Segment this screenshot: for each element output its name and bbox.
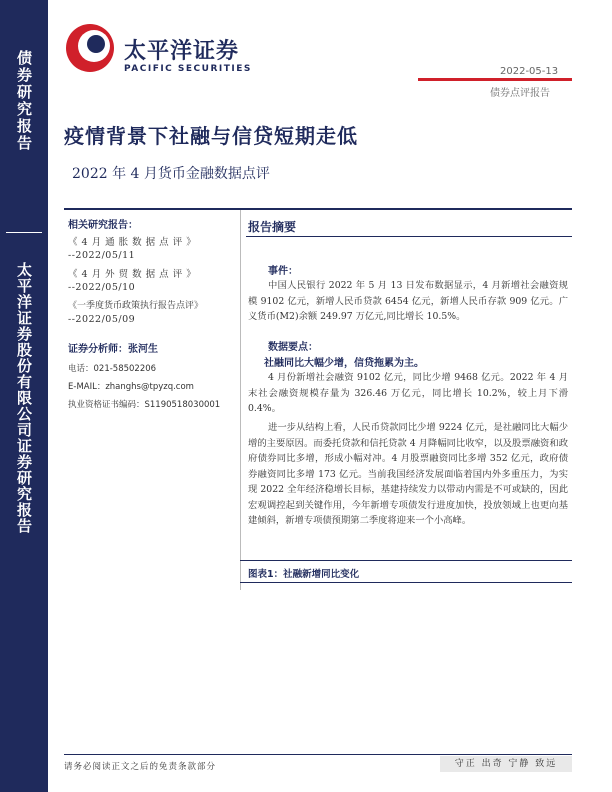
sidebar-top-label: 债券研究报告 [15,50,33,152]
page-subtitle: 2022 年 4 月货币金融数据点评 [72,166,270,182]
page-title: 疫情背景下社融与信贷短期走低 [64,124,358,148]
footer-rule [64,754,572,755]
sidebar-divider [6,232,42,233]
point-paragraph: 进一步从结构上看，人民币贷款同比少增 9224 亿元，是社融同比大幅少增的主要原因。而委托贷款和信托贷款 4 月降幅同比收窄，以及股票融资和政府债券同比多增，形成小幅对冲。4 月股票融资同比多增 352 亿元，政府债券融资同比多增 173 亿元。当前我国经济发展面临着国内外多重压力，为实现 2022 全年经济稳增长目标，基建持续发力以带动内需是不可或缺的，因此宏观调控起到关键作用，今年新增专项债发行进度加快，投放领域上也更向基建倾斜，新增专项债预期第二季度将迎来一个小高峰。 [248,422,568,526]
related-report-name[interactable]: 《 4 月 外 贸 数 据 点 评 》 [68,269,197,280]
related-report-name[interactable]: 《 4 月 通 胀 数 据 点 评 》 [68,237,197,248]
related-report-date: --2022/05/11 [68,250,136,261]
logo-icon [64,22,116,74]
analyst-license: 执业资格证书编码：S1190518030001 [68,400,221,410]
figure-bottom-rule [240,582,572,583]
related-report-date: --2022/05/09 [68,314,136,325]
summary-divider [246,236,572,237]
related-report-date: --2022/05/10 [68,282,136,293]
event-paragraph: 中国人民银行 2022 年 5 月 13 日发布数据显示，4 月新增社会融资规模 9102 亿元，新增人民币贷款 6454 亿元，新增人民币存款 909 亿元。广义货币(M2)余额 249.97 万亿元,同比增长 10.5%。 [248,280,568,322]
sidebar-bottom-label: 太平洋证券股份有限公司证券研究报告 [15,262,33,534]
point-heading: 社融同比大幅少增，信贷拖累为主。 [264,358,424,369]
header-red-rule [418,78,572,81]
report-date: 2022-05-13 [500,66,559,77]
point-paragraph: 4 月份新增社会融资 9102 亿元，同比少增 9468 亿元。2022 年 4 月末社会融资规模存量为 326.46 万亿元，同比增长 10.2%，较上月下滑 0.4%。 [248,372,568,414]
analyst-phone: 电话：021-58502206 [68,364,157,374]
related-reports-heading: 相关研究报告： [68,220,138,231]
footer-motto: 守正 出奇 宁静 致远 [440,756,572,772]
logo-text-en: PACIFIC SECURITIES [124,64,252,74]
figure-caption: 图表1：社融新增同比变化 [248,569,360,580]
report-type: 债券点评报告 [490,88,550,99]
logo-text-cn: 太平洋证券 [124,39,240,64]
analyst-heading: 证券分析师：张河生 [68,344,158,355]
column-divider [240,210,241,590]
title-divider [64,208,572,210]
points-heading: 数据要点： [268,342,318,353]
related-report-name[interactable]: 《一季度货币政策执行报告点评》 [68,301,204,311]
event-heading: 事件： [268,266,298,277]
analyst-email[interactable]: E-MAIL：zhanghs@tpyzq.com [68,382,194,392]
footer-disclaimer: 请务必阅读正文之后的免责条款部分 [64,762,217,772]
summary-title: 报告摘要 [248,220,297,234]
figure-top-rule [240,560,572,561]
